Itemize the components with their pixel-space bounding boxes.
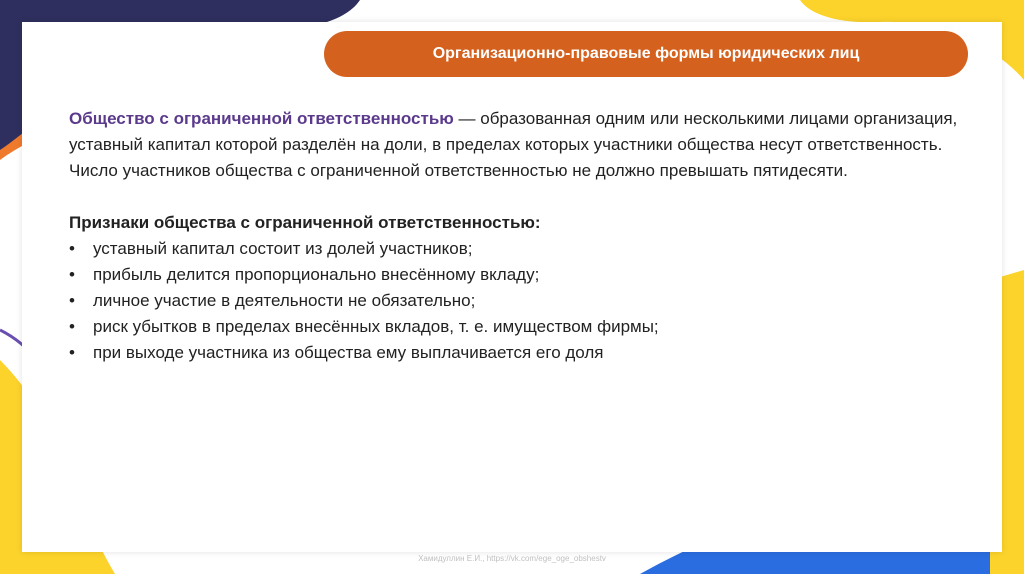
list-item xyxy=(69,288,959,314)
definition-paragraph xyxy=(69,106,959,184)
list-item xyxy=(69,314,959,340)
feature-text: уставный капитал состоит из долей участников; xyxy=(93,239,473,258)
list-item xyxy=(69,236,959,262)
slide-title-bar xyxy=(324,31,968,77)
feature-text: личное участие в деятельности не обязательно; xyxy=(93,291,476,310)
feature-text: прибыль делится пропорционально внесённому вкладу; xyxy=(93,265,540,284)
slide-title: Организационно-правовые формы юридических лиц xyxy=(432,45,860,62)
slide-card xyxy=(22,22,1002,563)
bullet-icon: • xyxy=(69,265,75,284)
feature-text: риск убытков в пределах внесённых вкладов, т. е. имуществом фирмы; xyxy=(93,317,659,336)
list-item xyxy=(69,340,959,366)
bullet-icon: • xyxy=(69,317,75,336)
features-heading: Признаки общества с ограниченной ответственностью: xyxy=(69,213,541,232)
bullet-icon: • xyxy=(69,291,75,310)
bullet-icon: • xyxy=(69,343,75,362)
spacer xyxy=(69,184,959,210)
footer-credit: Хамидуллин Е.И., https://vk.com/ege_oge_obshestv xyxy=(418,554,606,563)
feature-text: при выходе участника из общества ему выплачивается его доля xyxy=(93,343,604,362)
slide-content xyxy=(69,106,959,366)
definition-term: Общество с ограниченной ответственностью xyxy=(69,109,454,128)
bullet-icon: • xyxy=(69,239,75,258)
list-item xyxy=(69,262,959,288)
features-list xyxy=(69,236,959,366)
definition-text: — образованная одним или несколькими лицами организация, уставный капитал которой разделён на доли, в пределах которых участники общества несут ответственность. Число участников общества с ограниченной ответственностью не должно превышать пятидесяти. xyxy=(69,109,958,180)
